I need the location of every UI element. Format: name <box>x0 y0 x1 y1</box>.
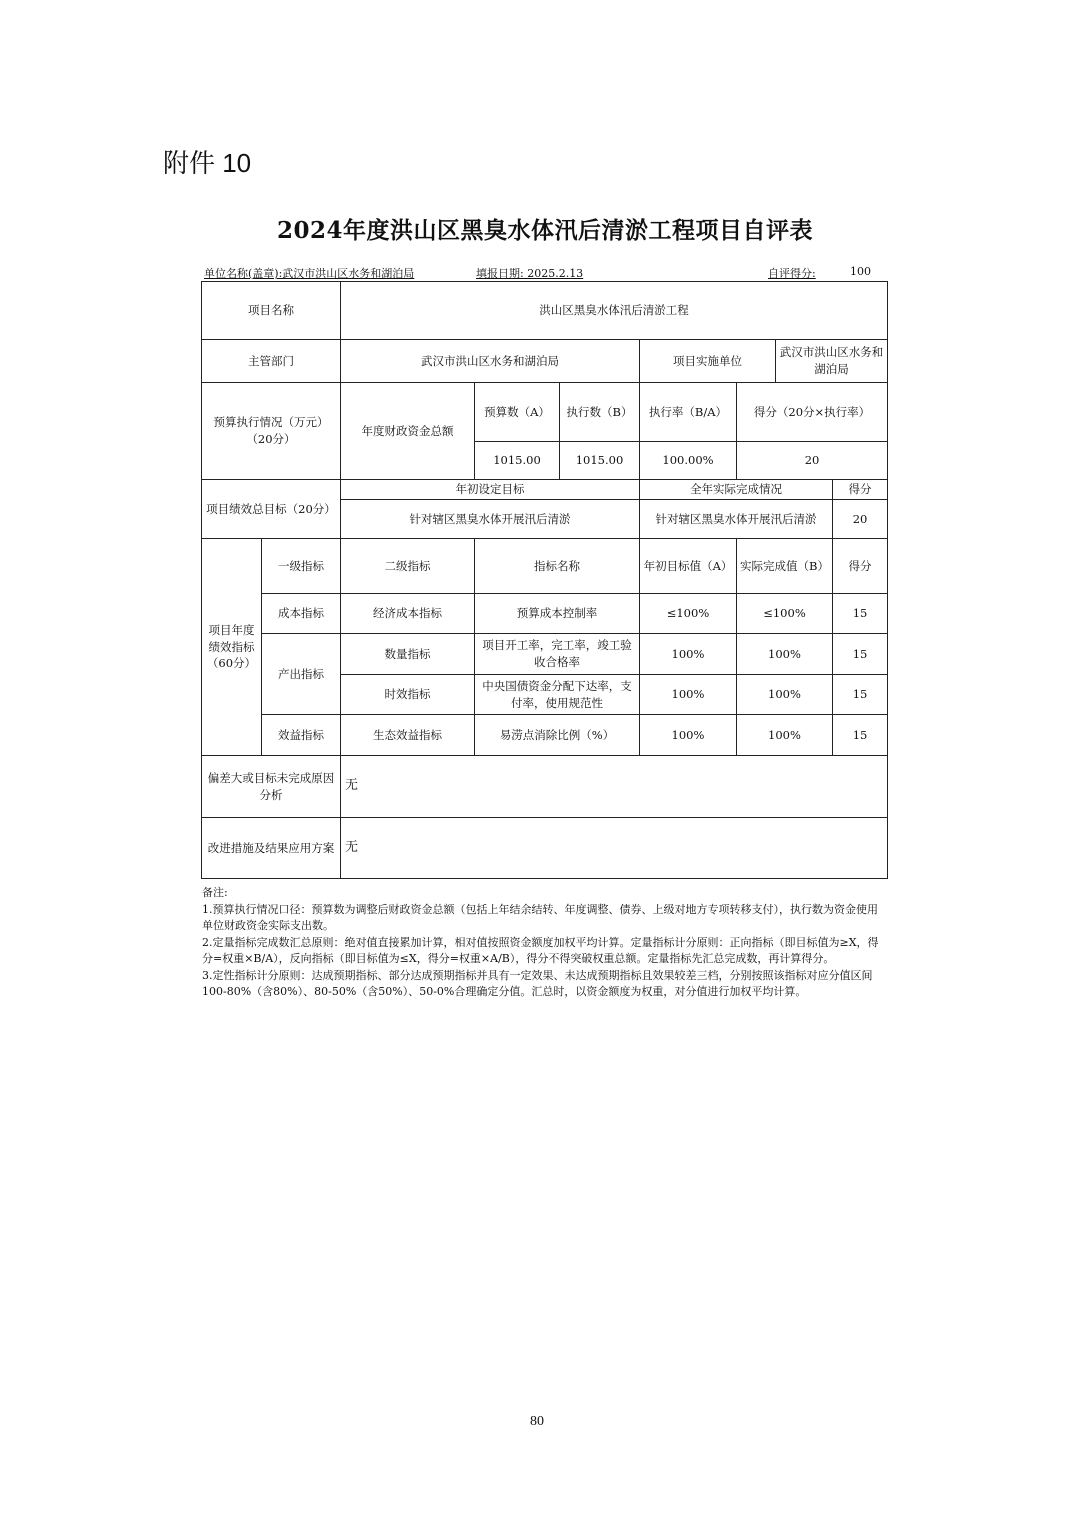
target-cell: 100% <box>640 634 737 675</box>
exec-b-label: 执行数（B） <box>560 383 640 442</box>
form-meta <box>204 265 886 281</box>
budget-label: 预算执行情况（万元）（20分） <box>202 383 341 480</box>
indicator-name-cell: 易涝点消除比例（%） <box>475 715 640 756</box>
budget-score-value: 20 <box>737 442 888 480</box>
deviation-value: 无 <box>341 756 888 818</box>
level1-benefit: 效益指标 <box>262 715 341 756</box>
notes-title: 备注: <box>202 886 228 899</box>
self-score-value: 100 <box>850 265 871 278</box>
page-title: 2024年度洪山区黑臭水体汛后清淤工程项目自评表 <box>276 217 813 244</box>
level2-cell: 时效指标 <box>341 675 475 715</box>
table-row <box>202 594 888 634</box>
goal-set-value: 针对辖区黑臭水体开展汛后清淤 <box>341 500 640 539</box>
budget-score-label: 得分（20分×执行率） <box>737 383 888 442</box>
attachment-label: 附件 10 <box>163 148 252 178</box>
score-cell: 15 <box>833 634 888 675</box>
deviation-label: 偏差大或目标未完成原因分析 <box>202 756 341 818</box>
budget-a-label: 预算数（A） <box>475 383 560 442</box>
note-item: 2.定量指标完成数汇总原则：绝对值直接累加计算，相对值按照资金额度加权平均计算。定量指标计分原则：正向指标（即目标值为≥X，得分=权重×B/A），反向指标（即目标值为≤X，得分=权重×A/B），得分不得突破权重总额。定量指标先汇总完成数，再计算得分。 <box>202 935 879 965</box>
indicator-name-cell: 项目开工率，完工率，竣工验收合格率 <box>475 634 640 675</box>
project-name-label: 项目名称 <box>202 282 341 340</box>
level2-cell: 经济成本指标 <box>341 594 475 634</box>
table-row <box>202 715 888 756</box>
target-cell: 100% <box>640 715 737 756</box>
note-item: 1.预算执行情况口径：预算数为调整后财政资金总额（包括上年结余结转、年度调整、债券、上级对地方专项转移支付），执行数为资金使用单位财政资金实际支出数。 <box>202 902 878 932</box>
table-row <box>202 634 888 675</box>
goal-score-label: 得分 <box>833 480 888 500</box>
actual-cell: ≤100% <box>737 594 833 634</box>
level2-cell: 生态效益指标 <box>341 715 475 756</box>
project-name-value: 洪山区黑臭水体汛后清淤工程 <box>341 282 888 340</box>
improvement-value: 无 <box>341 818 888 879</box>
goal-score-value: 20 <box>833 500 888 539</box>
goal-set-label: 年初设定目标 <box>341 480 640 500</box>
header-score: 得分 <box>833 539 888 594</box>
annual-fund-label: 年度财政资金总额 <box>341 383 475 480</box>
exec-rate-value: 100.00% <box>640 442 737 480</box>
level1-output: 产出指标 <box>262 634 341 715</box>
indicators-label: 项目年度绩效指标（60分） <box>202 539 262 756</box>
actual-cell: 100% <box>737 634 833 675</box>
self-score-label: 自评得分: <box>768 267 816 280</box>
exec-b-value: 1015.00 <box>560 442 640 480</box>
dept-value: 武汉市洪山区水务和湖泊局 <box>341 340 640 383</box>
unit-name: 单位名称(盖章):武汉市洪山区水务和湖泊局 <box>204 267 415 280</box>
level2-cell: 数量指标 <box>341 634 475 675</box>
goal-actual-value: 针对辖区黑臭水体开展汛后清淤 <box>640 500 833 539</box>
header-target: 年初目标值（A） <box>640 539 737 594</box>
target-cell: 100% <box>640 675 737 715</box>
header-actual: 实际完成值（B） <box>737 539 833 594</box>
budget-a-value: 1015.00 <box>475 442 560 480</box>
self-evaluation-table <box>201 281 888 879</box>
note-item: 3.定性指标计分原则：达成预期指标、部分达成预期指标并具有一定效果、未达成预期指标且效果较差三档，分别按照该指标对应分值区间100-80%（含80%）、80-50%（含50%）、50-0%合理确定分值。汇总时，以资金额度为权重，对分值进行加权平均计算。 <box>202 968 873 998</box>
actual-cell: 100% <box>737 715 833 756</box>
header-level1: 一级指标 <box>262 539 341 594</box>
exec-rate-label: 执行率（B/A） <box>640 383 737 442</box>
level1-cost: 成本指标 <box>262 594 341 634</box>
header-level2: 二级指标 <box>341 539 475 594</box>
dept-label: 主管部门 <box>202 340 341 383</box>
page-number: 80 <box>530 1414 544 1429</box>
impl-unit-label: 项目实施单位 <box>640 340 776 383</box>
score-cell: 15 <box>833 594 888 634</box>
actual-cell: 100% <box>737 675 833 715</box>
score-cell: 15 <box>833 675 888 715</box>
impl-unit-value: 武汉市洪山区水务和湖泊局 <box>776 340 888 383</box>
header-indicator-name: 指标名称 <box>475 539 640 594</box>
target-cell: ≤100% <box>640 594 737 634</box>
goal-actual-label: 全年实际完成情况 <box>640 480 833 500</box>
score-cell: 15 <box>833 715 888 756</box>
indicator-name-cell: 预算成本控制率 <box>475 594 640 634</box>
fill-date: 填报日期: 2025.2.13 <box>476 267 584 280</box>
goal-label: 项目绩效总目标（20分） <box>202 480 341 539</box>
improvement-label: 改进措施及结果应用方案 <box>202 818 341 879</box>
indicator-name-cell: 中央国债资金分配下达率，支付率，使用规范性 <box>475 675 640 715</box>
notes <box>202 885 886 1001</box>
